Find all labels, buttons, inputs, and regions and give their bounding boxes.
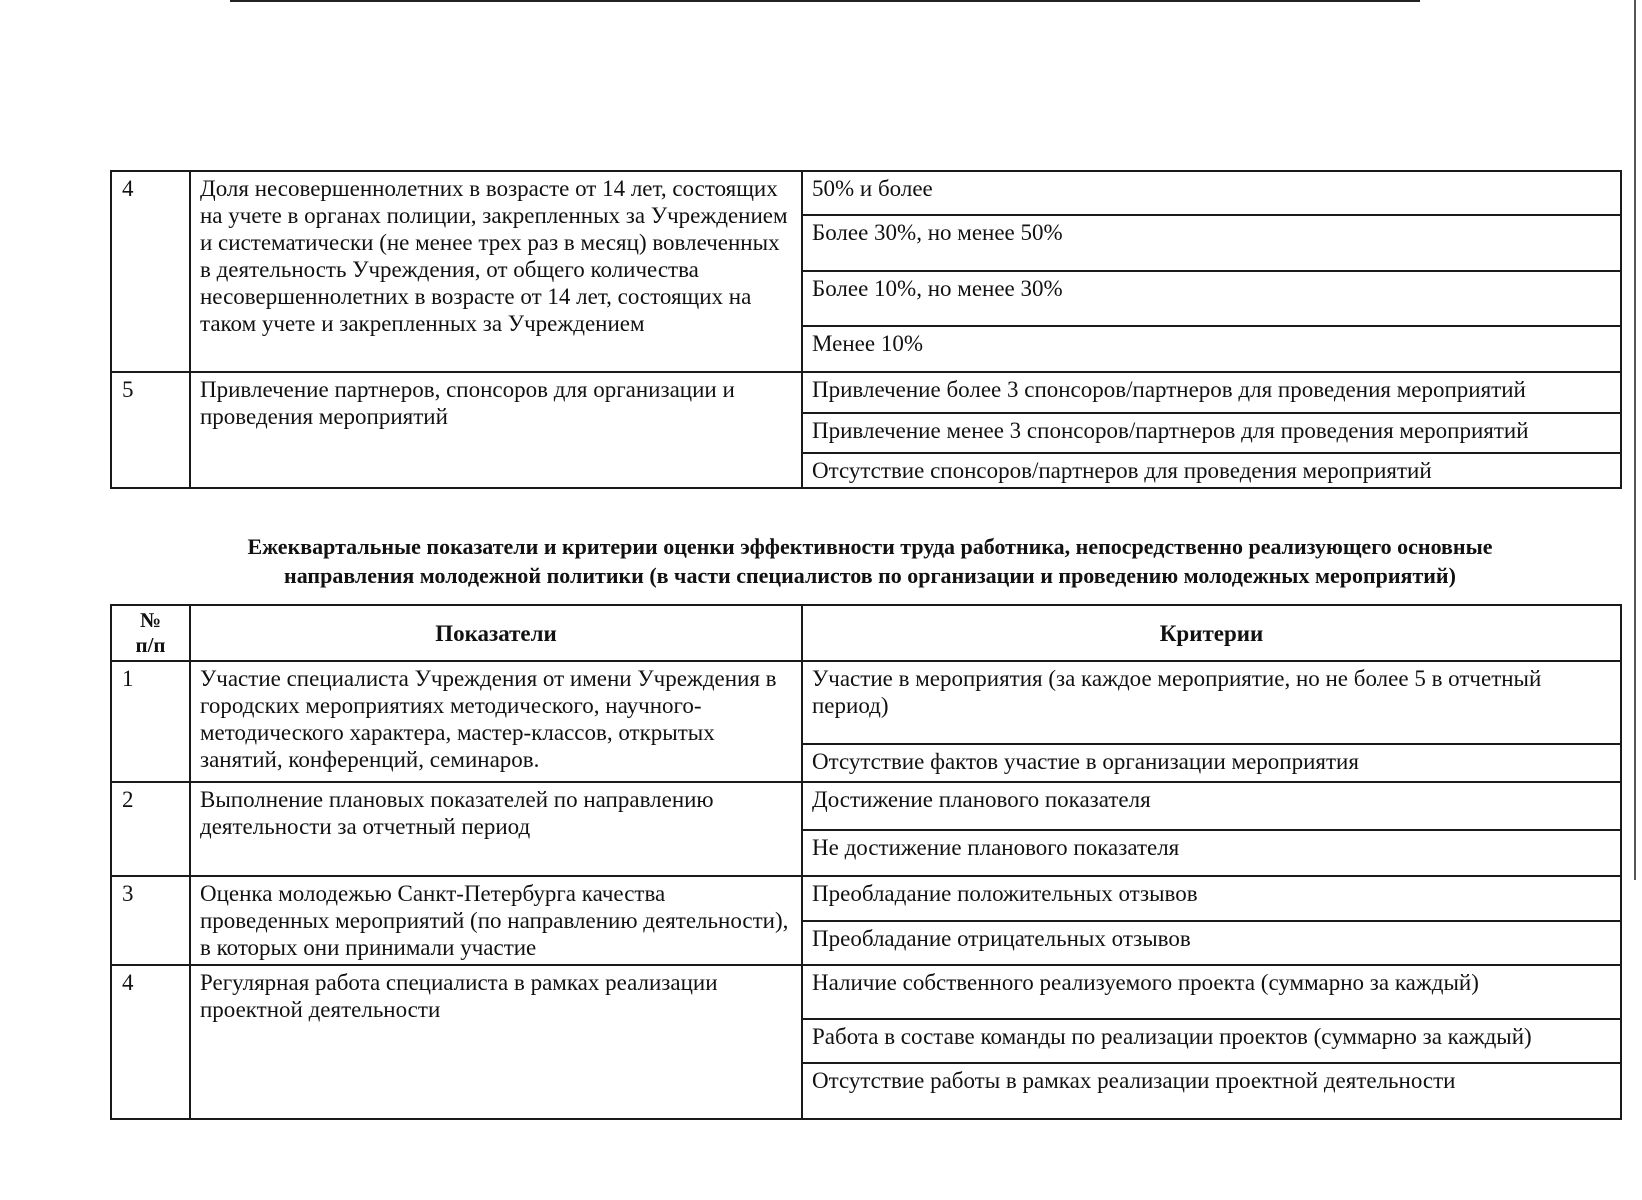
scan-right-edge <box>1634 0 1636 880</box>
table-row <box>111 782 1621 830</box>
criterion-cell: Преобладание отрицательных отзывов <box>802 921 1621 965</box>
criterion-cell: Отсутствие работы в рамках реализации проектной деятельности <box>802 1063 1621 1119</box>
table-row <box>111 661 1621 744</box>
criterion-cell: Работа в составе команды по реализации проектов (суммарно за каждый) <box>802 1019 1621 1063</box>
page-top-edge <box>230 0 1420 2</box>
indicator-cell: Привлечение партнеров, спонсоров для организации и проведения мероприятий <box>190 372 802 488</box>
header-number-line-1: № <box>139 608 162 632</box>
criterion-cell: Привлечение менее 3 спонсоров/партнеров для проведения мероприятий <box>802 413 1621 453</box>
criterion-cell: Отсутствие спонсоров/партнеров для проведения мероприятий <box>802 453 1621 488</box>
heading-line-1: Ежеквартальные показатели и критерии оценки эффективности труда работника, непосредственно реализующего основные <box>247 534 1493 559</box>
header-number-line-2: п/п <box>135 633 166 657</box>
row-number: 4 <box>111 965 190 1119</box>
criterion-cell: Более 10%, но менее 30% <box>802 271 1621 326</box>
indicator-cell: Регулярная работа специалиста в рамках реализации проектной деятельности <box>190 965 802 1119</box>
criterion-cell: Преобладание положительных отзывов <box>802 876 1621 921</box>
indicator-cell: Оценка молодежью Санкт-Петербурга качества проведенных мероприятий (по направлению деятельности), в которых они принимали участие <box>190 876 802 965</box>
row-number: 2 <box>111 782 190 876</box>
criterion-cell: Наличие собственного реализуемого проекта (суммарно за каждый) <box>802 965 1621 1019</box>
indicator-cell: Доля несовершеннолетних в возрасте от 14 лет, состоящих на учете в органах полиции, закрепленных за Учреждением и систематически (не менее трех раз в месяц) вовлеченных в деятельность Учреждения, от общего количества несовершеннолетних в возрасте от 14 лет, состоящих на таком учете и закрепленных за Учреждением <box>190 171 802 372</box>
indicator-cell: Выполнение плановых показателей по направлению деятельности за отчетный период <box>190 782 802 876</box>
table-row <box>111 372 1621 413</box>
criterion-cell: Отсутствие фактов участие в организации мероприятия <box>802 744 1621 782</box>
header-criteria: Критерии <box>802 605 1621 661</box>
heading-line-2: направления молодежной политики (в части специалистов по организации и проведению молодежных мероприятий) <box>284 563 1456 588</box>
criterion-cell: Более 30%, но менее 50% <box>802 215 1621 271</box>
indicators-table-continued <box>110 170 1622 489</box>
criterion-cell: Не достижение планового показателя <box>802 830 1621 876</box>
criterion-cell: Достижение планового показателя <box>802 782 1621 830</box>
header-number <box>111 605 190 661</box>
indicator-cell: Участие специалиста Учреждения от имени Учреждения в городских мероприятиях методического, научного-методического характера, мастер-классов, открытых занятий, конференций, семинаров. <box>190 661 802 782</box>
criterion-cell: Привлечение более 3 спонсоров/партнеров для проведения мероприятий <box>802 372 1621 413</box>
table-row <box>111 965 1621 1019</box>
table-header-row <box>111 605 1621 661</box>
criterion-cell: Участие в мероприятия (за каждое мероприятие, но не более 5 в отчетный период) <box>802 661 1621 744</box>
header-indicators: Показатели <box>190 605 802 661</box>
table-row <box>111 876 1621 921</box>
row-number: 4 <box>111 171 190 372</box>
section-heading <box>120 532 1620 590</box>
criterion-cell: Менее 10% <box>802 326 1621 372</box>
row-number: 1 <box>111 661 190 782</box>
row-number: 3 <box>111 876 190 965</box>
criterion-cell: 50% и более <box>802 171 1621 215</box>
table-row <box>111 171 1621 215</box>
row-number: 5 <box>111 372 190 488</box>
quarterly-indicators-table <box>110 604 1622 1120</box>
